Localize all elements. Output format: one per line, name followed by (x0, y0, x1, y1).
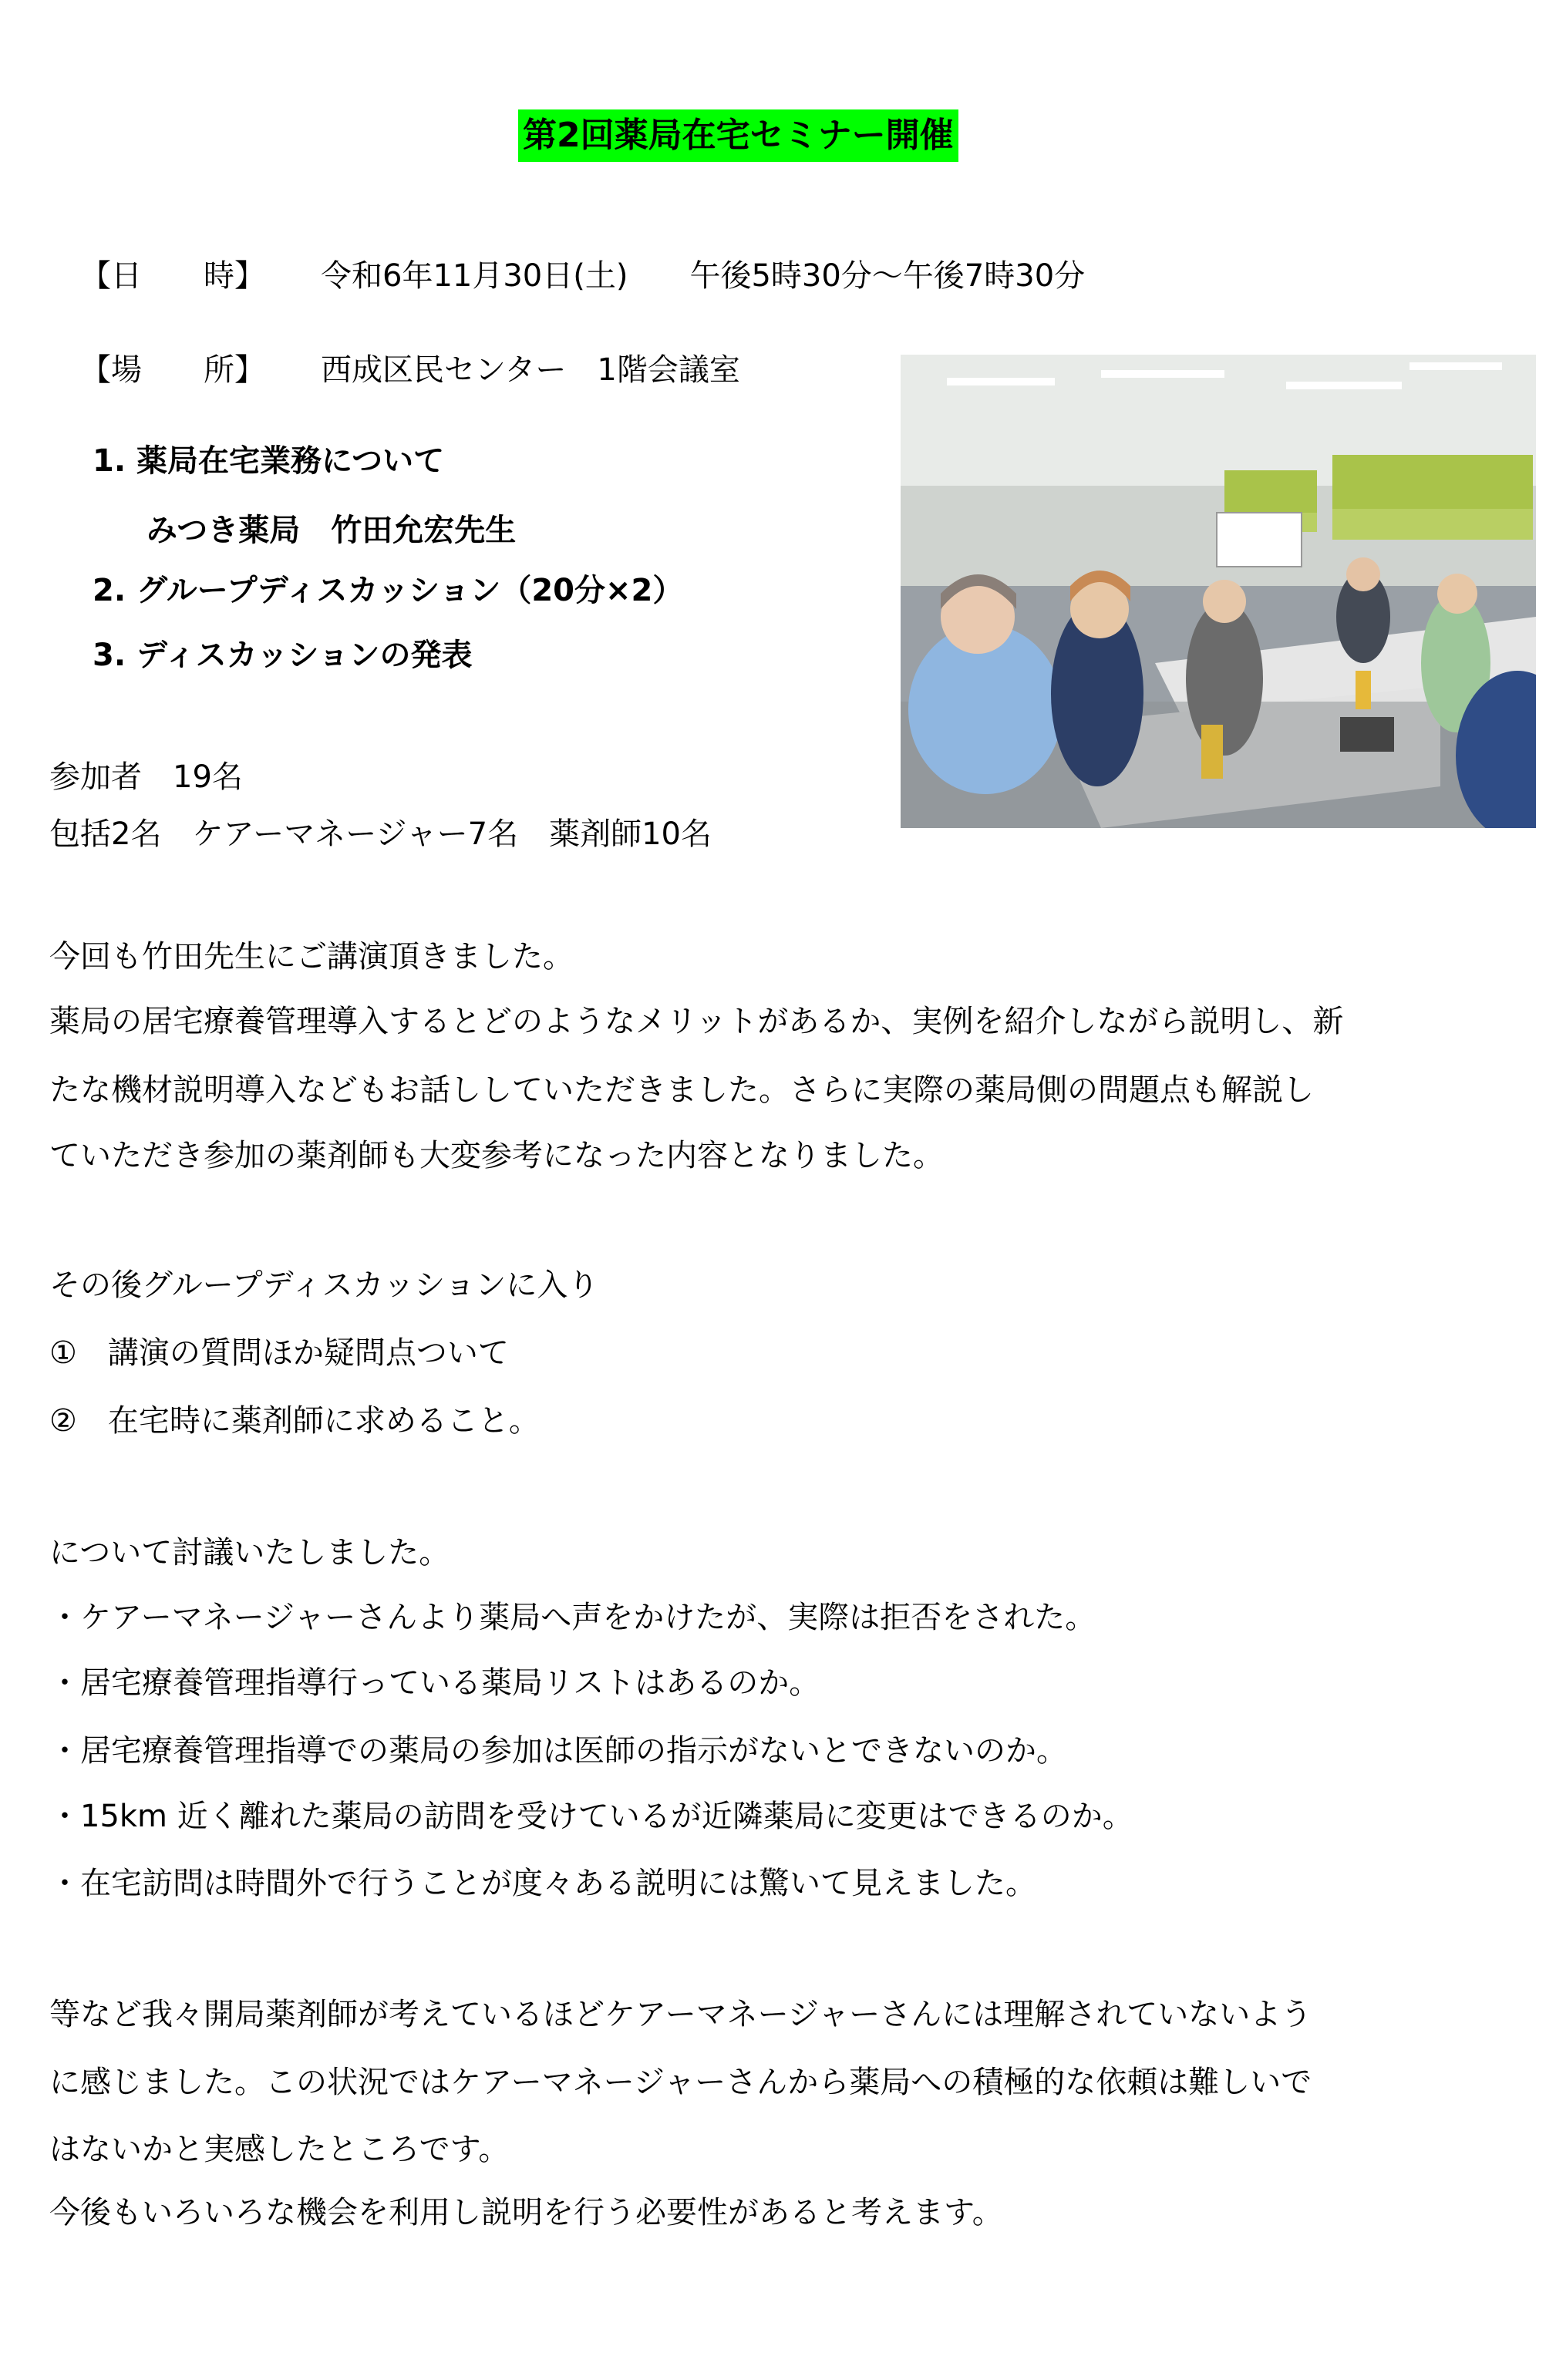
agenda-speaker: みつき薬局 竹田允宏先生 (147, 513, 517, 548)
agenda-item-3: 3. ディスカッションの発表 (93, 638, 473, 673)
agenda-item-2: 2. グループディスカッション（20分×2） (93, 573, 684, 608)
discussion-point-5: ・在宅訪問は時間外で行うことが度々ある説明には驚いて見えました。 (49, 1866, 1036, 1901)
date-label: 【日 時】 (80, 258, 265, 294)
body-line-2: 薬局の居宅療養管理導入するとどのようなメリットがあるか、実例を紹介しながら説明し、新 (49, 1004, 1344, 1039)
conclusion-line-2: に感じました。この状況ではケアーマネージャーさんから薬局への積極的な依頼は難しいで (49, 2065, 1312, 2100)
discussion-point-2: ・居宅療養管理指導行っている薬局リストはあるのか。 (49, 1665, 820, 1701)
body-line-1: 今回も竹田先生にご講演頂きました。 (49, 939, 574, 975)
discussion-point-3: ・居宅療養管理指導での薬局の参加は医師の指示がないとできないのか。 (49, 1733, 1067, 1769)
body-line-5: その後グループディスカッションに入り (49, 1267, 599, 1303)
body-line-3: たな機材説明導入などもお話ししていただきました。さらに実際の薬局側の問題点も解説し (49, 1072, 1314, 1108)
participants-breakdown: 包括2名 ケアーマネージャー7名 薬剤師10名 (49, 816, 712, 852)
discussion-point-1: ・ケアーマネージャーさんより薬局へ声をかけたが、実際は拒否をされた。 (49, 1600, 1096, 1635)
discussion-topic-2: ② 在宅時に薬剤師に求めること。 (49, 1403, 540, 1439)
discussion-point-4: ・15km 近く離れた薬局の訪問を受けているが近隣薬局に変更はできるのか。 (49, 1799, 1133, 1834)
agenda-item-1: 1. 薬局在宅業務について (93, 443, 445, 479)
seminar-photo (901, 355, 1536, 828)
page-title: 第2回薬局在宅セミナー開催 (518, 109, 958, 162)
conclusion-line-1: 等など我々開局薬剤師が考えているほどケアーマネージャーさんには理解されていないよう (49, 1997, 1312, 2032)
conclusion-line-4: 今後もいろいろな機会を利用し説明を行う必要性があると考えます。 (49, 2195, 1003, 2230)
body-line-4: ていただき参加の薬剤師も大変参考になった内容となりました。 (49, 1138, 944, 1173)
participants-total: 参加者 19名 (49, 759, 243, 795)
discussion-topic-1: ① 講演の質問ほか疑問点ついて (49, 1335, 509, 1371)
place-label: 【場 所】 (80, 352, 265, 388)
place-value: 西成区民センター 1階会議室 (321, 352, 740, 388)
conclusion-line-3: はないかと実感したところです。 (49, 2132, 510, 2167)
body-line-8: について討議いたしました。 (49, 1535, 450, 1570)
date-value: 令和6年11月30日(土) 午後5時30分～午後7時30分 (321, 258, 1086, 294)
